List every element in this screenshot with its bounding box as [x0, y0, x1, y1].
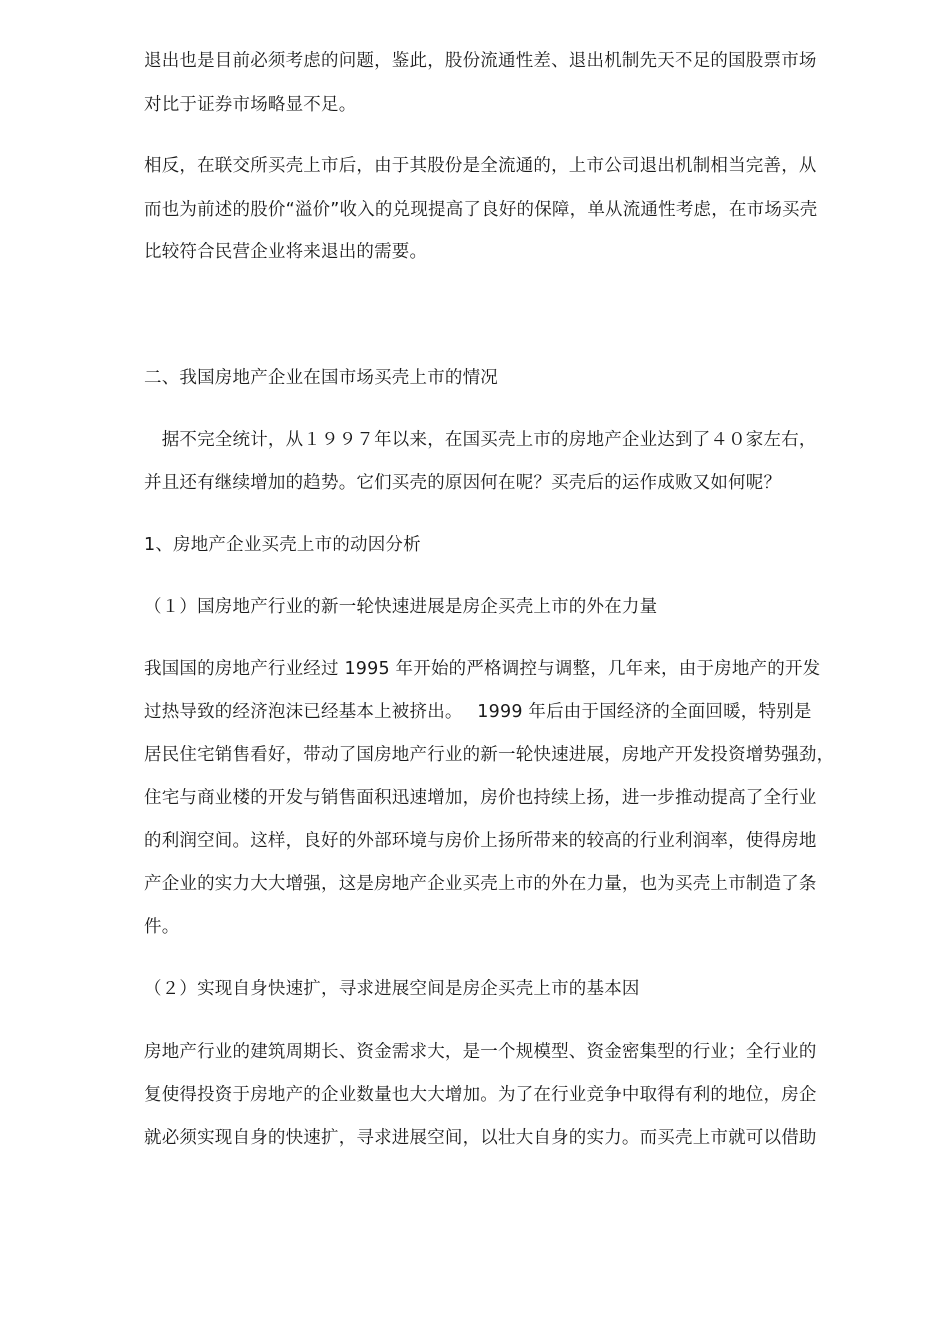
paragraph-line: 住宅与商业楼的开发与销售面积迅速增加，房价也持续上扬，进一步推动提高了全行业 [144, 788, 817, 808]
paragraph-line: 房地产行业的建筑周期长、资金需求大，是一个规模型、资金密集型的行业；全行业的 [144, 1042, 817, 1062]
subsection-heading: （１）国房地产行业的新一轮快速进展是房企买壳上市的外在力量 [144, 597, 658, 617]
paragraph-line: 而也为前述的股价“溢价”收入的兑现提高了良好的保障，单从流通性考虑，在市场买壳 [144, 200, 818, 220]
paragraph-line: 相反，在联交所买壳上市后，由于其股份是全流通的，上市公司退出机制相当完善，从 [144, 156, 817, 176]
paragraph-line: 对比于证券市场略显不足。 [144, 95, 357, 115]
paragraph-line: 据不完全统计，从１９９７年以来，在国买壳上市的房地产企业达到了４０家左右， [144, 430, 817, 450]
subsection-heading: （２）实现自身快速扩，寻求进展空间是房企买壳上市的基本因 [144, 979, 640, 999]
paragraph-line: 过热导致的经济泡沫已经基本上被挤出。 1999 年后由于国经济的全面回暖，特别是 [144, 702, 812, 722]
subsection-heading: 1、房地产企业买壳上市的动因分析 [144, 535, 421, 555]
paragraph-line: 产企业的实力大大增强，这是房地产企业买壳上市的外在力量，也为买壳上市制造了条 [144, 874, 817, 894]
paragraph-line: 件。 [144, 917, 180, 937]
paragraph-line: 的利润空间。这样，良好的外部环境与房价上扬所带来的较高的行业利润率，使得房地 [144, 831, 817, 851]
paragraph-line: 我国国的房地产行业经过 1995 年开始的严格调控与调整，几年来，由于房地产的开发 [144, 659, 821, 679]
paragraph-line: 并且还有继续增加的趋势。它们买壳的原因何在呢？买壳后的运作成败又如何呢？ [144, 473, 782, 493]
paragraph-line: 就必须实现自身的快速扩，寻求进展空间，以壮大自身的实力。而买壳上市就可以借助 [144, 1128, 817, 1148]
paragraph-line: 居民住宅销售看好，带动了国房地产行业的新一轮快速进展，房地产开发投资增势强劲， [144, 745, 835, 765]
paragraph-line: 复使得投资于房地产的企业数量也大大增加。为了在行业竞争中取得有利的地位，房企 [144, 1085, 817, 1105]
section-heading: 二、我国房地产企业在国市场买壳上市的情况 [144, 368, 498, 388]
paragraph-line: 比较符合民营企业将来退出的需要。 [144, 242, 428, 262]
paragraph-line: 退出也是目前必须考虑的问题，鉴此，股份流通性差、退出机制先天不足的国股票市场 [144, 51, 817, 71]
